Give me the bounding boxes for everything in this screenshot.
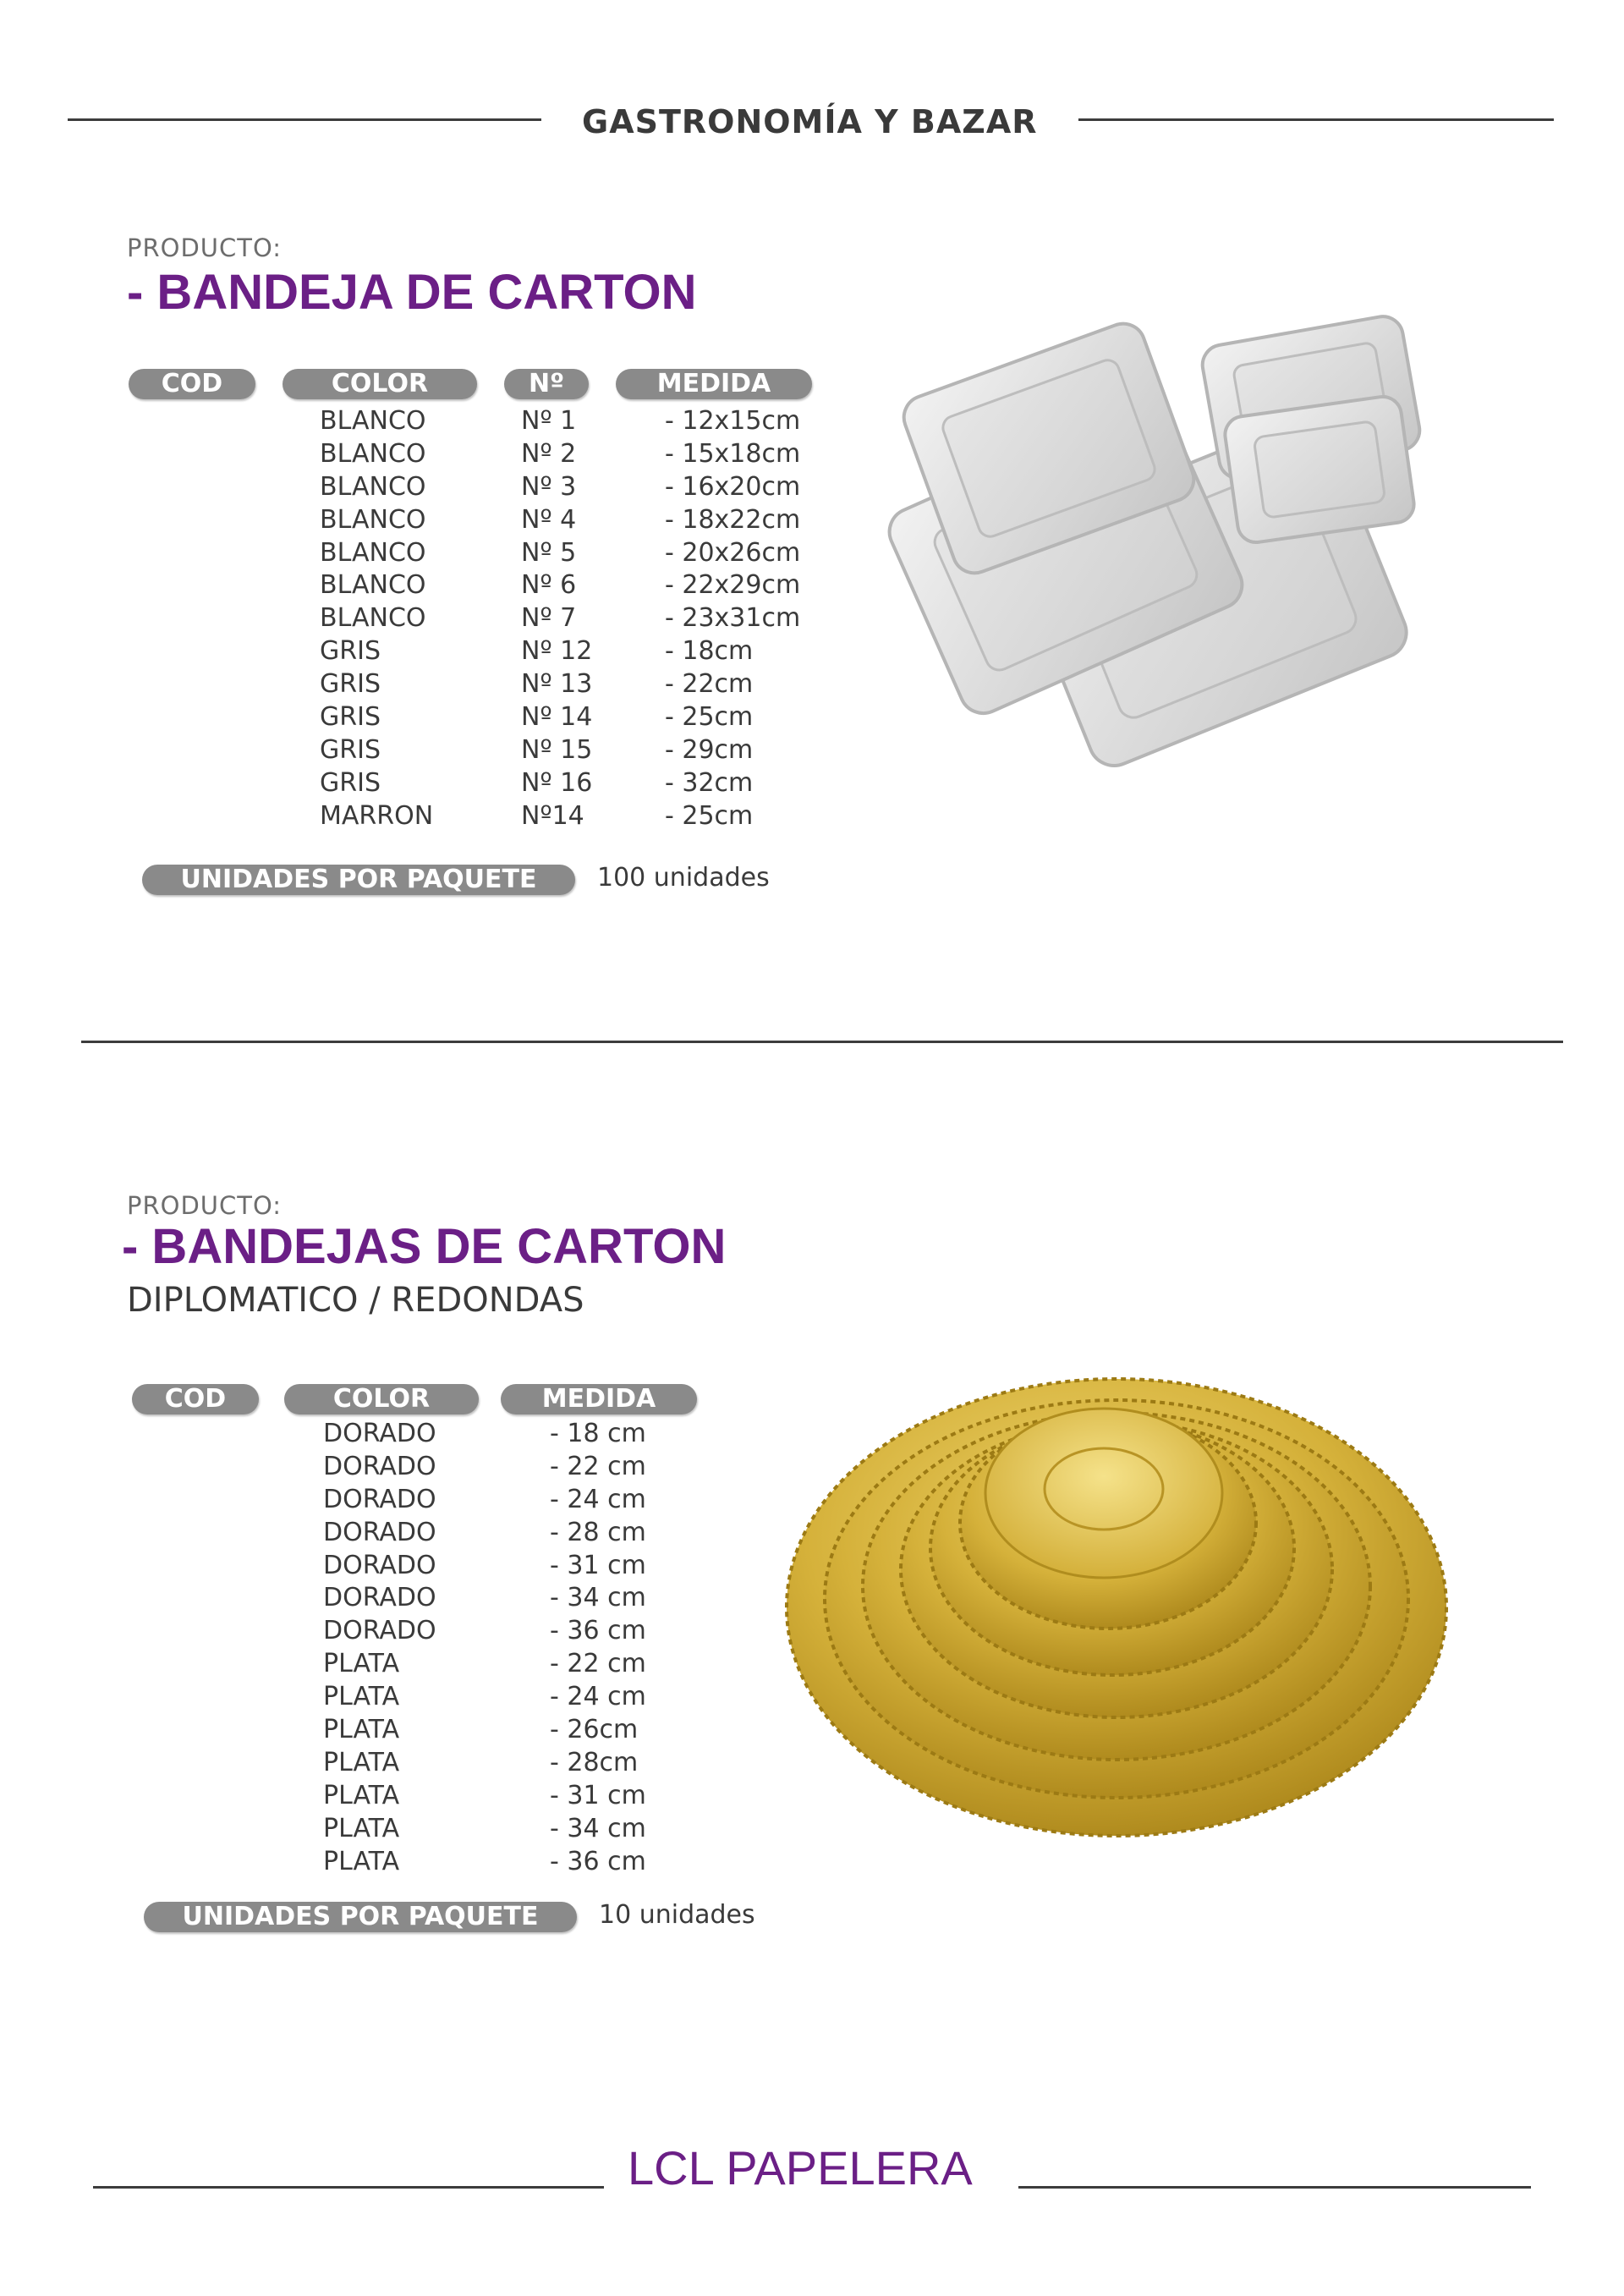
footer-brand: LCL PAPELERA: [628, 2141, 973, 2194]
table-row-medida: - 29cm: [665, 734, 754, 765]
table-row-medida: - 26cm: [550, 1715, 639, 1745]
table-row-color: PLATA: [323, 1813, 400, 1843]
product2-medida-column: [550, 1418, 646, 1878]
table-row-medida: - 22 cm: [550, 1451, 646, 1481]
tray-top-right-2: [1223, 394, 1417, 545]
table-row-medida: - 18 cm: [550, 1419, 646, 1448]
table-row-medida: - 15x18cm: [665, 438, 801, 469]
table-row-color: MARRON: [320, 800, 434, 831]
product1-title: - BANDEJA DE CARTON: [127, 265, 697, 320]
table-row-medida: - 23x31cm: [665, 603, 801, 634]
table-row-medida: - 36 cm: [550, 1616, 646, 1646]
product1-medida-column: [665, 405, 800, 833]
table-row-medida: - 32cm: [665, 767, 754, 798]
table-row-medida: - 18x22cm: [665, 504, 801, 535]
product2-header-medida: MEDIDA: [501, 1384, 697, 1414]
product1-header-num: Nº: [504, 369, 589, 399]
table-row-medida: - 34 cm: [550, 1813, 646, 1843]
table-row-num: Nº 14: [521, 702, 593, 733]
table-row-color: GRIS: [320, 669, 381, 700]
table-row-num: Nº 2: [521, 438, 577, 469]
footer-rule-right: [1018, 2186, 1531, 2189]
table-row-color: GRIS: [320, 734, 381, 765]
product1-header-color: COLOR: [283, 369, 477, 399]
table-row-color: BLANCO: [320, 504, 426, 535]
table-row-num: Nº 3: [521, 471, 577, 502]
table-row-color: BLANCO: [320, 406, 426, 436]
table-row-color: BLANCO: [320, 438, 426, 469]
product1-label: PRODUCTO:: [127, 233, 283, 262]
product1-num-column: [521, 405, 592, 833]
table-row-medida: - 28 cm: [550, 1517, 646, 1547]
table-row-color: DORADO: [323, 1419, 436, 1448]
table-row-num: Nº 16: [521, 767, 593, 798]
table-row-medida: - 25cm: [665, 702, 754, 733]
gold-tray-top: [985, 1409, 1222, 1578]
table-row-medida: - 36 cm: [550, 1846, 646, 1876]
section-divider: [81, 1041, 1563, 1043]
product1-units-value: 100 unidades: [597, 863, 770, 893]
table-row-num: Nº14: [521, 800, 584, 831]
table-row-medida: - 22x29cm: [665, 570, 801, 601]
table-row-medida: - 24 cm: [550, 1682, 646, 1712]
table-row-color: DORADO: [323, 1517, 436, 1547]
product1-units-label: UNIDADES POR PAQUETE: [142, 865, 575, 895]
table-row-medida: - 16x20cm: [665, 471, 801, 502]
footer-rule-left: [93, 2186, 604, 2189]
table-row-color: PLATA: [323, 1649, 400, 1679]
table-row-medida: - 28cm: [550, 1747, 639, 1777]
section-heading: GASTRONOMÍA Y BAZAR: [582, 103, 1038, 140]
table-row-medida: - 24 cm: [550, 1484, 646, 1514]
table-row-color: DORADO: [323, 1451, 436, 1481]
table-row-color: PLATA: [323, 1682, 400, 1712]
product2-label: PRODUCTO:: [127, 1191, 283, 1220]
table-row-num: Nº 6: [521, 570, 577, 601]
header-rule-right: [1078, 118, 1554, 121]
table-row-color: PLATA: [323, 1747, 400, 1777]
table-row-num: Nº 5: [521, 537, 577, 568]
table-row-num: Nº 7: [521, 603, 577, 634]
table-row-num: Nº 15: [521, 734, 593, 765]
table-row-medida: - 20x26cm: [665, 537, 801, 568]
table-row-color: DORADO: [323, 1616, 436, 1646]
product2-header-color: COLOR: [284, 1384, 479, 1414]
table-row-color: PLATA: [323, 1780, 400, 1810]
table-row-color: PLATA: [323, 1715, 400, 1745]
product1-header-medida: MEDIDA: [616, 369, 812, 399]
product2-round-tray-image: [770, 1354, 1455, 1844]
table-row-medida: - 31 cm: [550, 1550, 646, 1580]
table-row-color: BLANCO: [320, 603, 426, 634]
table-row-color: GRIS: [320, 702, 381, 733]
table-row-medida: - 31 cm: [550, 1780, 646, 1810]
product2-subtitle: DIPLOMATICO / REDONDAS: [127, 1281, 584, 1320]
table-row-medida: - 34 cm: [550, 1583, 646, 1613]
product1-header-cod: COD: [129, 369, 255, 399]
table-row-color: PLATA: [323, 1846, 400, 1876]
table-row-medida: - 22 cm: [550, 1649, 646, 1679]
product2-units-label: UNIDADES POR PAQUETE: [144, 1902, 577, 1932]
product1-tray-image: [863, 305, 1438, 863]
table-row-color: GRIS: [320, 636, 381, 667]
table-row-color: DORADO: [323, 1550, 436, 1580]
table-row-medida: - 25cm: [665, 800, 754, 831]
table-row-color: DORADO: [323, 1583, 436, 1613]
table-row-num: Nº 13: [521, 669, 593, 700]
product2-header-cod: COD: [132, 1384, 259, 1414]
table-row-color: BLANCO: [320, 471, 426, 502]
product2-color-column: [323, 1418, 436, 1878]
table-row-color: GRIS: [320, 767, 381, 798]
table-row-medida: - 12x15cm: [665, 406, 801, 436]
table-row-color: DORADO: [323, 1484, 436, 1514]
header-rule-left: [68, 118, 541, 121]
table-row-num: Nº 12: [521, 636, 593, 667]
table-row-medida: - 18cm: [665, 636, 754, 667]
table-row-color: BLANCO: [320, 570, 426, 601]
table-row-color: BLANCO: [320, 537, 426, 568]
product1-color-column: [320, 405, 433, 833]
table-row-num: Nº 4: [521, 504, 577, 535]
product2-units-value: 10 unidades: [599, 1900, 755, 1930]
table-row-num: Nº 1: [521, 406, 577, 436]
product2-title: - BANDEJAS DE CARTON: [122, 1219, 727, 1274]
table-row-medida: - 22cm: [665, 669, 754, 700]
